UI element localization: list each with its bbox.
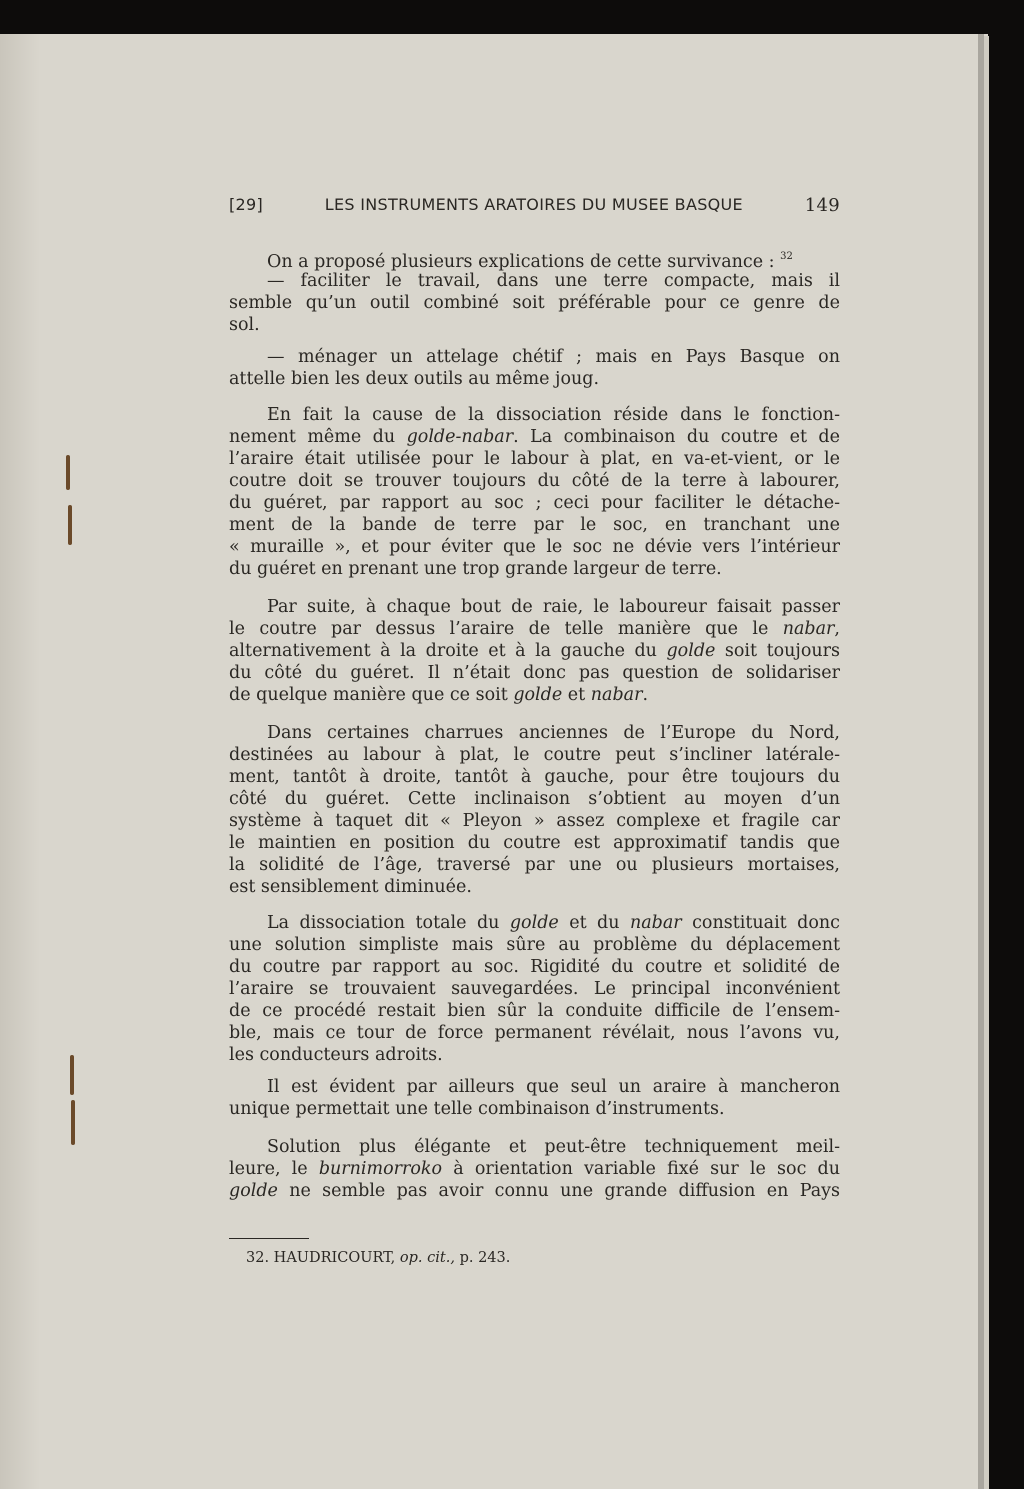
text-line: [229, 292, 840, 314]
text-run: leure, le: [229, 1159, 319, 1179]
running-title: LES INSTRUMENTS ARATOIRES DU MUSEE BASQUE: [324, 195, 743, 214]
text-run: ,: [834, 619, 840, 639]
text-line: [229, 978, 840, 1000]
text-run: le coutre par dessus l’araire de telle manière que le: [229, 619, 783, 639]
text-run: l’araire se trouvaient sauvegardées. Le principal inconvénient: [229, 979, 840, 999]
text-run: le maintien en position du coutre est approximatif tandis que: [229, 833, 840, 853]
text-run: ment, tantôt à droite, tantôt à gauche, pour être toujours du: [229, 767, 840, 787]
italic-term: golde: [513, 685, 563, 705]
italic-term: golde-nabar: [406, 427, 514, 447]
text-line: [229, 314, 840, 336]
text-line: [229, 788, 840, 810]
page-edge: [984, 36, 989, 1489]
text-line: [229, 766, 840, 788]
text-line: [229, 1022, 840, 1044]
text-line: [267, 596, 840, 618]
text-run: du coutre par rapport au soc. Rigidité du coutre et solidité de: [229, 957, 840, 977]
text-run: — faciliter le travail, dans une terre compacte, mais il: [267, 271, 840, 291]
binding-stain: [70, 1055, 74, 1095]
text-line: [229, 956, 840, 978]
text-line: [267, 722, 840, 744]
text-run: . La combinaison du coutre et de: [513, 427, 840, 447]
text-line: [229, 854, 840, 876]
text-line: [229, 1180, 840, 1202]
text-run: du côté du guéret. Il n’était donc pas question de solidariser: [229, 663, 840, 683]
text-run: sol.: [229, 315, 260, 335]
text-line: [229, 1158, 840, 1180]
italic-term: golde: [229, 1181, 278, 1201]
italic-term: golde: [509, 913, 559, 933]
text-line: [229, 662, 840, 684]
footnote-ref-mark: 32: [780, 251, 793, 262]
text-run: semble qu’un outil combiné soit préférable pour ce genre de: [229, 293, 840, 313]
text-run: Il est évident par ailleurs que seul un araire à mancheron: [267, 1077, 840, 1097]
text-line: [229, 1044, 840, 1066]
text-line: [229, 876, 840, 898]
text-run: de quelque manière que ce soit: [229, 685, 514, 705]
text-run: de ce procédé restait bien sûr la conduite difficile de l’ensem-: [229, 1001, 840, 1021]
text-line: [229, 832, 840, 854]
text-run: nement même du: [229, 427, 407, 447]
text-run: constituait donc: [681, 913, 840, 933]
text-line: [229, 558, 840, 580]
text-run: Par suite, à chaque bout de raie, le laboureur faisait passer: [267, 597, 840, 617]
text-run: alternativement à la droite et à la gauche du: [229, 641, 667, 661]
italic-term: burnimorroko: [318, 1159, 443, 1179]
text-line: [229, 618, 840, 640]
footnote-ref: op. cit.,: [399, 1250, 455, 1266]
text-run: et: [562, 685, 591, 705]
text-line: [229, 1000, 840, 1022]
text-line: [229, 470, 840, 492]
text-run: ne semble pas avoir connu une grande diffusion en Pays: [277, 1181, 840, 1201]
text-run: est sensiblement diminuée.: [229, 877, 472, 897]
text-run: coutre doit se trouver toujours du côté de la terre à labourer,: [229, 471, 840, 491]
text-run: ment de la bande de terre par le soc, en tranchant une: [229, 515, 840, 535]
text-line: [229, 810, 840, 832]
text-run: et du: [558, 913, 630, 933]
text-line: [229, 640, 840, 662]
text-run: En fait la cause de la dissociation réside dans le fonction-: [267, 405, 840, 425]
text-run: ble, mais ce tour de force permanent révélait, nous l’avons vu,: [229, 1023, 840, 1043]
text-run: à orientation variable fixé sur le soc du: [442, 1159, 841, 1179]
chapter-number: [29]: [229, 195, 264, 214]
text-run: une solution simpliste mais sûre au problème du déplacement: [229, 935, 840, 955]
text-run: On a proposé plusieurs explications de cette survivance :: [267, 252, 781, 272]
text-run: Dans certaines charrues anciennes de l’Europe du Nord,: [267, 723, 840, 743]
text-run: la solidité de l’âge, traversé par une ou plusieurs mortaises,: [229, 855, 840, 875]
text-line: [267, 1136, 840, 1158]
text-line: [229, 684, 840, 706]
text-line: [229, 1098, 840, 1120]
text-run: l’araire était utilisée pour le labour à plat, en va-et-vient, or le: [229, 449, 840, 469]
italic-term: nabar: [782, 619, 835, 639]
footnote: [246, 1250, 510, 1266]
text-run: — ménager un attelage chétif ; mais en Pays Basque on: [267, 347, 840, 367]
text-run: destinées au labour à plat, le coutre peut s’incliner latérale-: [229, 745, 840, 765]
binding-stain: [71, 1100, 75, 1145]
footnote-number: 32.: [246, 1250, 270, 1266]
running-header: [229, 195, 840, 216]
text-line: [267, 1076, 840, 1098]
italic-term: nabar: [590, 685, 643, 705]
footnote-author: HAUDRICOURT,: [273, 1250, 396, 1266]
binding-stain: [66, 455, 70, 490]
text-line: [229, 536, 840, 558]
text-run: du guéret, par rapport au soc ; ceci pour faciliter le détache-: [229, 493, 840, 513]
text-run: les conducteurs adroits.: [229, 1045, 443, 1065]
text-run: .: [642, 685, 649, 705]
text-line: [229, 492, 840, 514]
text-line: [229, 368, 840, 390]
text-line: [229, 744, 840, 766]
text-run: « muraille », et pour éviter que le soc ne dévie vers l’intérieur: [229, 537, 840, 557]
text-line: [229, 514, 840, 536]
page-gutter: [0, 34, 40, 1489]
text-line: [229, 448, 840, 470]
text-line: [267, 404, 840, 426]
binding-stain: [68, 505, 72, 545]
text-run: du guéret en prenant une trop grande largeur de terre.: [229, 559, 722, 579]
text-line: [229, 426, 840, 448]
text-run: côté du guéret. Cette inclinaison s’obtient au moyen d’un: [229, 789, 840, 809]
text-line: [267, 346, 840, 368]
text-line: [267, 246, 840, 273]
italic-term: nabar: [629, 913, 682, 933]
text-run: attelle bien les deux outils au même joug.: [229, 369, 600, 389]
text-run: Solution plus élégante et peut-être techniquement meil-: [267, 1137, 840, 1157]
text-line: [229, 934, 840, 956]
text-run: unique permettait une telle combinaison d’instruments.: [229, 1099, 725, 1119]
text-line: [267, 270, 840, 292]
page-number: 149: [804, 195, 840, 216]
text-line: [267, 912, 840, 934]
italic-term: golde: [666, 641, 716, 661]
footnote-page: p. 243.: [459, 1250, 511, 1266]
text-run: La dissociation totale du: [267, 913, 510, 933]
text-run: soit toujours: [715, 641, 840, 661]
footnote-rule: [229, 1238, 309, 1239]
text-run: système à taquet dit « Pleyon » assez complexe et fragile car: [229, 811, 840, 831]
